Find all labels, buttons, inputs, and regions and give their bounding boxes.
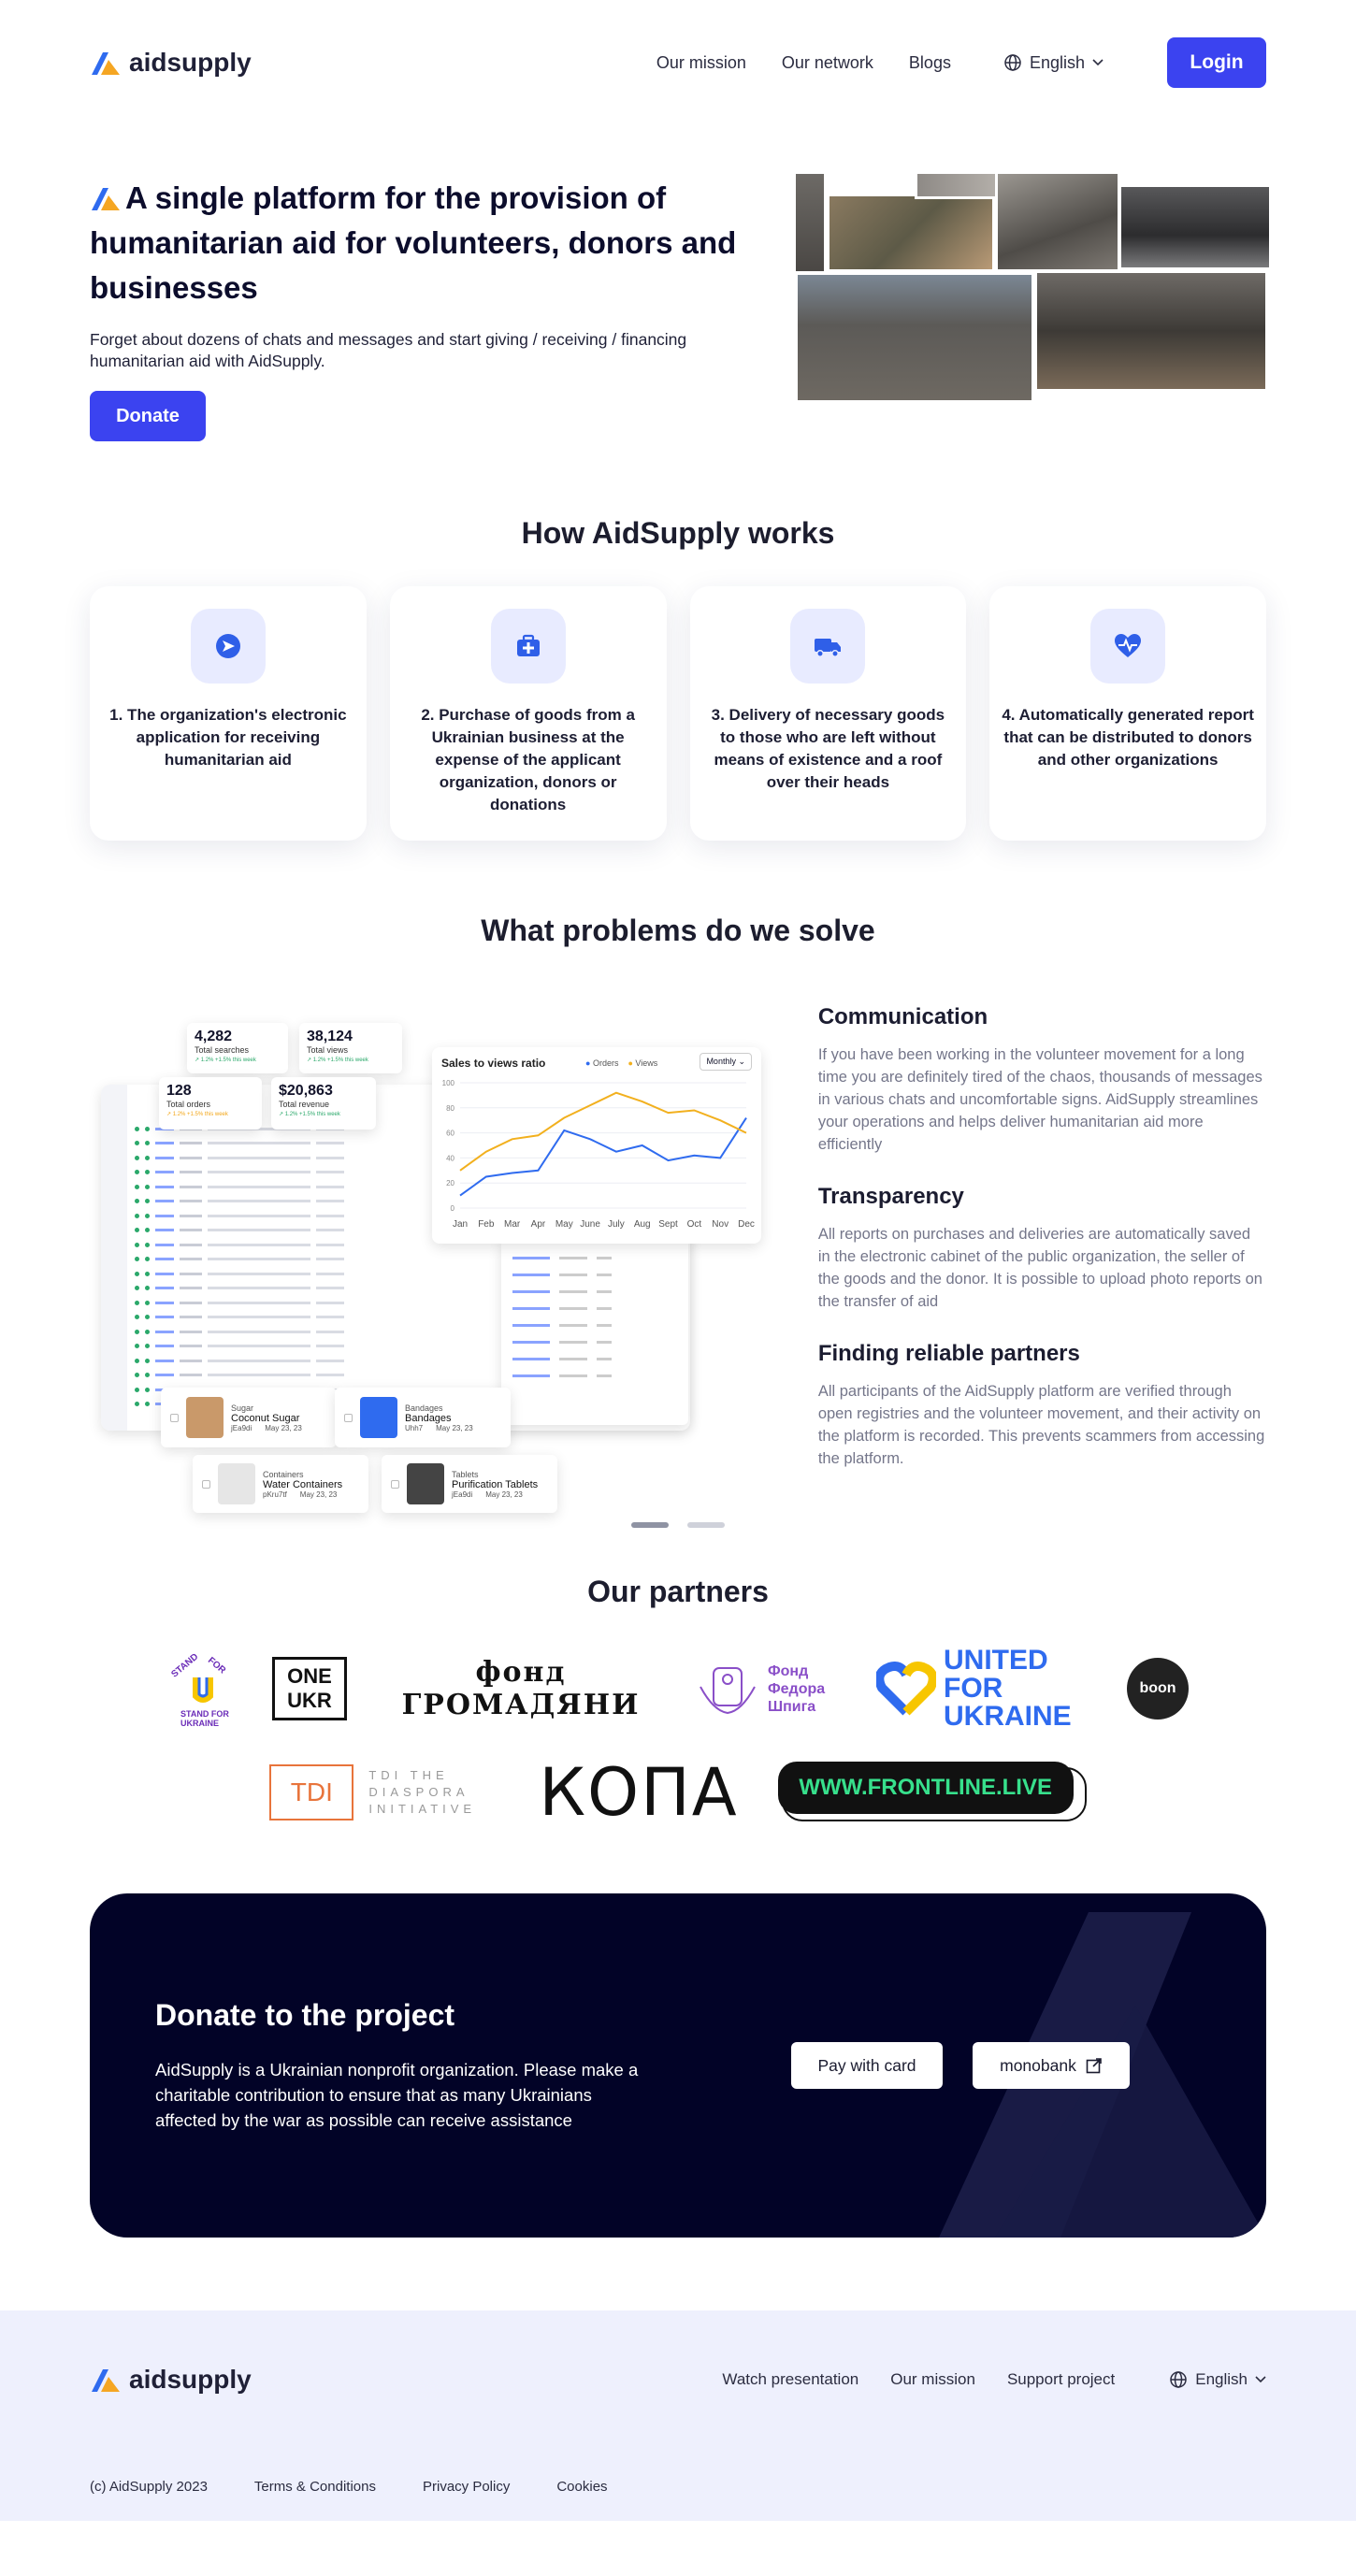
- partner-boon[interactable]: [1127, 1658, 1189, 1720]
- detail-row: [512, 1374, 671, 1378]
- product-card[interactable]: [193, 1455, 368, 1513]
- partner-frontline-live[interactable]: [778, 1762, 1087, 1823]
- footer-nav: [722, 2370, 1266, 2389]
- pay-card-label: Pay with card: [817, 2055, 916, 2075]
- war-photo-collage: [793, 171, 1266, 403]
- stat-card-orders: [159, 1077, 262, 1130]
- globe-icon: [1169, 2370, 1188, 2389]
- y-tick-label: 60: [446, 1129, 454, 1138]
- product-image: [407, 1463, 444, 1504]
- donate-button[interactable]: Donate: [90, 391, 206, 441]
- sales-chart-card: [432, 1047, 761, 1244]
- order-detail-panel: [501, 1238, 688, 1425]
- donate-block-title: Donate to the project: [155, 1998, 455, 2032]
- x-tick-label: Oct: [686, 1219, 702, 1230]
- y-tick-label: 0: [450, 1204, 454, 1213]
- product-card[interactable]: [382, 1455, 557, 1513]
- footer-logo-text: aidsupply: [129, 2365, 252, 2394]
- detail-row: [512, 1257, 671, 1260]
- detail-row: [512, 1324, 671, 1328]
- x-tick-label: May: [555, 1219, 573, 1230]
- detail-row: [512, 1274, 671, 1277]
- footer-our-mission[interactable]: Our mission: [890, 2370, 975, 2388]
- product-code: Uhh7: [405, 1423, 424, 1432]
- mock-table-row: [135, 1329, 434, 1334]
- stat-label: Total orders: [166, 1100, 211, 1109]
- product-checkbox[interactable]: [202, 1480, 210, 1489]
- language-label: English: [1029, 52, 1085, 72]
- problem-text: All participants of the AidSupply platform are verified through open registries and the volunteer movement, and their activity on the platform is recorded. This prevents scammers from accessing the platform.: [817, 1383, 1265, 1467]
- partner-name: Фонд Федора Шпига: [768, 1662, 826, 1715]
- step-card: [390, 586, 667, 841]
- stat-delta: ↗ 1.2% +1.5% this week: [166, 1112, 228, 1117]
- x-tick-label: Nov: [712, 1219, 729, 1230]
- product-image: [218, 1463, 255, 1504]
- partner-name: ONE UKR: [287, 1664, 332, 1712]
- stat-delta: ↗ 1.2% +1.5% this week: [279, 1112, 340, 1117]
- photo-smoke: [1118, 184, 1272, 270]
- product-name: Bandages: [405, 1412, 452, 1424]
- footer-bottom: [90, 2479, 608, 2495]
- carousel-dot-2[interactable]: [687, 1522, 725, 1528]
- legend-orders-label: Orders: [592, 1058, 619, 1068]
- login-button[interactable]: Login: [1167, 37, 1266, 88]
- site-footer: [0, 2310, 1356, 2521]
- product-category: Containers: [263, 1469, 304, 1479]
- truck-icon: [790, 609, 865, 684]
- stat-label: Total views: [307, 1045, 349, 1055]
- mock-table-row: [135, 1170, 434, 1175]
- partners-section: [0, 1575, 1356, 1831]
- carousel-dot-1[interactable]: [631, 1522, 669, 1528]
- monobank-label: monobank: [1000, 2055, 1076, 2075]
- partner-stand-for-ukraine[interactable]: STAND FOR STAND FOR UKRAINE: [167, 1653, 238, 1724]
- x-tick-label: Feb: [478, 1219, 495, 1230]
- mock-table-row: [135, 1344, 434, 1349]
- period-label: Monthly: [706, 1057, 736, 1066]
- product-name: Coconut Sugar: [231, 1412, 300, 1424]
- series-line-orders: [460, 1118, 746, 1196]
- mock-table-row: [135, 1373, 434, 1378]
- step-text: 4. Automatically generated report that can be distributed to donors and other organizations: [1002, 706, 1254, 769]
- x-tick-label: Mar: [504, 1219, 521, 1230]
- carousel-dots: [0, 1522, 1356, 1528]
- photo-soldiers: [827, 194, 995, 272]
- mock-table-row: [135, 1199, 434, 1204]
- problem-title: Communication: [817, 1004, 988, 1029]
- legend-views: ● Views: [628, 1058, 658, 1068]
- stat-value: 38,124: [307, 1029, 353, 1044]
- problem-title: Transparency: [817, 1184, 964, 1209]
- terms-link[interactable]: Terms & Conditions: [253, 2479, 376, 2495]
- product-code: jEa9di: [452, 1489, 473, 1499]
- y-tick-label: 40: [446, 1154, 454, 1163]
- product-card[interactable]: [161, 1388, 337, 1447]
- mock-table-row: [135, 1155, 434, 1160]
- problem-title: Finding reliable partners: [817, 1341, 1080, 1366]
- detail-row: [512, 1341, 671, 1345]
- photo-apartment-ruins: [795, 272, 1034, 403]
- step-text: 1. The organization's electronic application for receiving humanitarian aid: [109, 706, 347, 769]
- pay-with-card-button[interactable]: [791, 2042, 943, 2089]
- footer-logo[interactable]: [90, 2365, 252, 2395]
- step-card: [690, 586, 967, 841]
- chart-title: Sales to views ratio: [441, 1057, 546, 1070]
- partner-fond-shpyga[interactable]: [695, 1659, 843, 1719]
- product-image: [360, 1397, 397, 1438]
- how-it-works-section: [0, 516, 1356, 841]
- step-card: [90, 586, 367, 841]
- nav-our-mission[interactable]: Our mission: [656, 52, 746, 72]
- problem-text: All reports on purchases and deliveries are automatically saved in the electronic cabinet of the public organization, the seller of the goods and the donor. It is possible to upload photo reports on the transfer of aid: [817, 1226, 1262, 1310]
- product-code: jEa9di: [231, 1423, 252, 1432]
- sales-line-chart: [432, 1047, 761, 1244]
- partner-name: TDI THE DIASPORA INITIATIVE: [368, 1768, 477, 1816]
- mock-table-row: [135, 1286, 434, 1291]
- product-name: Purification Tablets: [452, 1478, 539, 1490]
- aidsupply-logo-icon: [90, 49, 122, 77]
- donate-block-text: AidSupply is a Ukrainian nonprofit organization. Please make a charitable contribution to ensure that as many Ukrainians affected by the war as possible can receive assistance: [155, 2060, 639, 2130]
- monobank-button[interactable]: [973, 2042, 1130, 2089]
- partner-name: КОПА: [539, 1754, 739, 1831]
- problems-title: What problems do we solve: [481, 914, 875, 947]
- detail-row: [512, 1290, 671, 1294]
- product-checkbox[interactable]: [344, 1414, 353, 1422]
- mock-table-row: [135, 1184, 434, 1189]
- y-tick-label: 100: [441, 1079, 454, 1087]
- product-category: Bandages: [405, 1403, 443, 1413]
- hero-section: [0, 125, 1356, 479]
- stat-card-searches: [187, 1023, 288, 1073]
- hero-title: [90, 176, 793, 310]
- footer-language-label: English: [1195, 2370, 1248, 2388]
- chevron-down-icon: [1255, 2376, 1266, 2383]
- partner-name: STAND FOR UKRAINE: [180, 1709, 229, 1728]
- main-nav: [656, 37, 1266, 88]
- footer-support-project[interactable]: Support project: [1006, 2370, 1116, 2388]
- step-card: [989, 586, 1266, 841]
- external-link-icon: [1086, 2057, 1103, 2074]
- product-card[interactable]: [335, 1388, 511, 1447]
- stat-label: Total revenue: [279, 1100, 330, 1109]
- mock-table-row: [135, 1271, 434, 1276]
- problem-text: If you have been working in the volunteer movement for a long time you are definitely tired of the chaos, thousands of messages in various chats and uncomfortable signs. AidSupply streamlines your operations and helps deliver humanitarian aid more efficiently: [817, 1046, 1262, 1153]
- problems-text-column: [818, 1004, 1266, 1509]
- x-tick-label: Sept: [658, 1219, 678, 1230]
- partner-gromadyany[interactable]: [381, 1657, 661, 1721]
- product-category: Tablets: [452, 1469, 479, 1479]
- partners-row-2: [0, 1754, 1356, 1831]
- language-selector[interactable]: [1003, 53, 1104, 73]
- product-checkbox[interactable]: [170, 1414, 179, 1422]
- stat-value: $20,863: [279, 1083, 333, 1099]
- donate-project-block: [90, 1893, 1266, 2238]
- product-date: May 23, 23: [436, 1423, 473, 1432]
- x-tick-label: Aug: [633, 1219, 651, 1230]
- product-image: [186, 1397, 224, 1438]
- product-name: Water Containers: [263, 1478, 343, 1490]
- stat-card-views: [299, 1023, 402, 1073]
- hero-subtitle: Forget about dozens of chats and messages and start giving / receiving / financing humanitarian aid with AidSupply.: [90, 330, 687, 370]
- problems-section: [0, 914, 1356, 1528]
- legend-orders: ● Orders: [585, 1058, 619, 1068]
- stat-label: Total searches: [195, 1045, 250, 1055]
- period-select[interactable]: Monthly ⌄: [700, 1053, 752, 1071]
- x-tick-label: July: [608, 1219, 625, 1230]
- detail-row: [512, 1307, 671, 1311]
- globe-icon: [1003, 53, 1022, 72]
- photo-destroyed-building: [995, 171, 1120, 272]
- medical-kit-icon: [491, 609, 566, 684]
- product-code: pKru7tf: [263, 1489, 287, 1499]
- x-tick-label: June: [580, 1219, 600, 1230]
- partner-tdi[interactable]: TDI TDI THE DIASPORA INITIATIVE: [269, 1764, 499, 1820]
- partner-name: boon: [1139, 1680, 1176, 1696]
- mock-table-row: [135, 1141, 434, 1146]
- nav-our-network[interactable]: Our network: [781, 52, 873, 72]
- aidsupply-logo-icon: [90, 184, 122, 212]
- stat-value: 4,282: [195, 1029, 233, 1044]
- mock-table-row: [135, 1228, 434, 1233]
- partner-name: UNITED FOR UKRAINE: [944, 1645, 1072, 1732]
- stat-card-revenue: [271, 1077, 376, 1130]
- photo-street-rubble: [1034, 270, 1268, 392]
- product-date: May 23, 23: [265, 1423, 302, 1432]
- heart-report-icon: [1090, 609, 1165, 684]
- x-tick-label: Jan: [452, 1219, 469, 1230]
- x-tick-label: Dec: [738, 1219, 755, 1230]
- product-category: Sugar: [231, 1403, 254, 1413]
- site-header: [0, 0, 1356, 125]
- stat-value: 128: [166, 1083, 192, 1099]
- logo-text: aidsupply: [129, 48, 252, 77]
- y-tick-label: 20: [446, 1179, 454, 1188]
- cookies-link[interactable]: Cookies: [556, 2479, 608, 2495]
- hero-title-text: A single platform for the provision of humanitarian aid for volunteers, donors and businesses: [90, 180, 737, 305]
- partners-row-1: [0, 1647, 1356, 1731]
- mock-table-row: [135, 1358, 434, 1363]
- step-text: 2. Purchase of goods from a Ukrainian business at the expense of the applicant organization, donors or donations: [421, 706, 635, 813]
- product-date: May 23, 23: [299, 1489, 338, 1499]
- mock-table-row: [135, 1242, 434, 1247]
- copyright: (c) AidSupply 2023: [90, 2479, 208, 2495]
- logo[interactable]: [90, 48, 252, 78]
- send-icon: [191, 609, 266, 684]
- partner-united-for-ukraine[interactable]: [876, 1647, 1093, 1731]
- mock-table-row: [135, 1213, 434, 1218]
- product-checkbox[interactable]: [391, 1480, 399, 1489]
- how-title: How AidSupply works: [521, 516, 835, 550]
- x-tick-label: Apr: [530, 1219, 546, 1230]
- nav-blogs[interactable]: Blogs: [908, 52, 951, 72]
- privacy-link[interactable]: Privacy Policy: [422, 2479, 511, 2495]
- partner-name: фонд ГРОМАДЯНИ: [381, 1656, 661, 1721]
- mock-table-row: [135, 1300, 434, 1305]
- partner-name: WWW.FRONTLINE.LIVE: [799, 1775, 1052, 1800]
- mock-table-row: [135, 1257, 434, 1262]
- y-tick-label: 80: [446, 1103, 454, 1113]
- legend-views-label: Views: [635, 1058, 658, 1068]
- stat-delta: ↗ 1.2% +1.5% this week: [307, 1058, 368, 1063]
- series-line-views: [460, 1093, 746, 1171]
- dashboard-mockup: [90, 1004, 760, 1509]
- partner-one-ukr[interactable]: [272, 1657, 347, 1720]
- partner-kopa[interactable]: [539, 1754, 739, 1831]
- mock-table-row: [135, 1315, 434, 1320]
- detail-row: [512, 1358, 671, 1361]
- stat-delta: ↗ 1.2% +1.5% this week: [195, 1058, 256, 1063]
- product-date: May 23, 23: [485, 1489, 523, 1499]
- chevron-down-icon: [1092, 59, 1104, 66]
- footer-watch-presentation[interactable]: Watch presentation: [722, 2370, 859, 2388]
- footer-language-selector[interactable]: [1169, 2370, 1266, 2389]
- mock-sidebar: [101, 1085, 127, 1431]
- partners-title: Our partners: [587, 1575, 769, 1608]
- aidsupply-logo-icon: [90, 2366, 122, 2394]
- photo-ruins-1: [793, 171, 827, 274]
- step-text: 3. Delivery of necessary goods to those who are left without means of existence and a roof over their heads: [711, 706, 945, 791]
